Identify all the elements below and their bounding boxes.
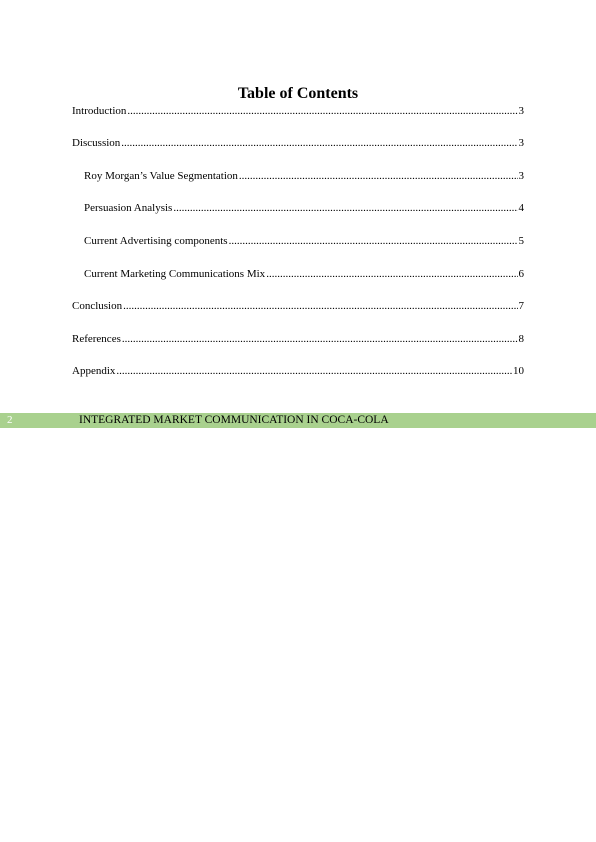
toc-leader-dots (229, 235, 518, 248)
toc-entry-page: 10 (513, 365, 524, 377)
toc-entry-label: References (72, 333, 121, 345)
toc-title: Table of Contents (237, 85, 359, 102)
toc-entry-discussion[interactable] (72, 137, 524, 150)
toc-entry-persuasion-analysis[interactable] (84, 202, 524, 215)
toc-entry-label: Appendix (72, 365, 116, 377)
toc-entry-page: 3 (518, 170, 524, 182)
toc-entry-introduction[interactable] (72, 105, 524, 118)
toc-entry-label: Persuasion Analysis (84, 202, 173, 214)
toc-leader-dots (116, 365, 512, 378)
toc-entry-label: Current Advertising components (84, 235, 228, 247)
toc-leader-dots (239, 170, 518, 183)
toc-entry-roy-morgan[interactable] (84, 170, 524, 183)
toc-leader-dots (123, 300, 517, 313)
toc-entry-appendix[interactable] (72, 365, 524, 378)
toc-entry-label: Conclusion (72, 300, 123, 312)
toc-entry-label: Roy Morgan’s Value Segmentation (84, 170, 238, 182)
toc-entry-page: 6 (518, 268, 524, 280)
toc-entry-communications-mix[interactable] (84, 268, 524, 281)
toc-leader-dots (121, 137, 517, 150)
toc-leader-dots (173, 202, 517, 215)
toc-entry-page: 3 (518, 137, 524, 149)
toc-entry-label: Current Marketing Communications Mix (84, 268, 266, 280)
toc-leader-dots (127, 105, 517, 118)
toc-entry-advertising-components[interactable] (84, 235, 524, 248)
toc-entry-page: 3 (518, 105, 524, 117)
toc-entry-label: Discussion (72, 137, 121, 149)
toc-leader-dots (122, 333, 518, 346)
toc-entry-page: 7 (518, 300, 524, 312)
toc-leader-dots (266, 268, 517, 281)
toc-entry-page: 5 (518, 235, 524, 247)
toc-entry-conclusion[interactable] (72, 300, 524, 313)
toc-entry-page: 8 (518, 333, 524, 345)
running-header-title: INTEGRATED MARKET COMMUNICATION IN COCA-COLA (79, 414, 389, 426)
running-header-bar (0, 413, 596, 428)
toc-entry-label: Introduction (72, 105, 127, 117)
page-number: 2 (7, 414, 13, 426)
toc-entry-references[interactable] (72, 333, 524, 346)
toc-entry-page: 4 (518, 202, 524, 214)
